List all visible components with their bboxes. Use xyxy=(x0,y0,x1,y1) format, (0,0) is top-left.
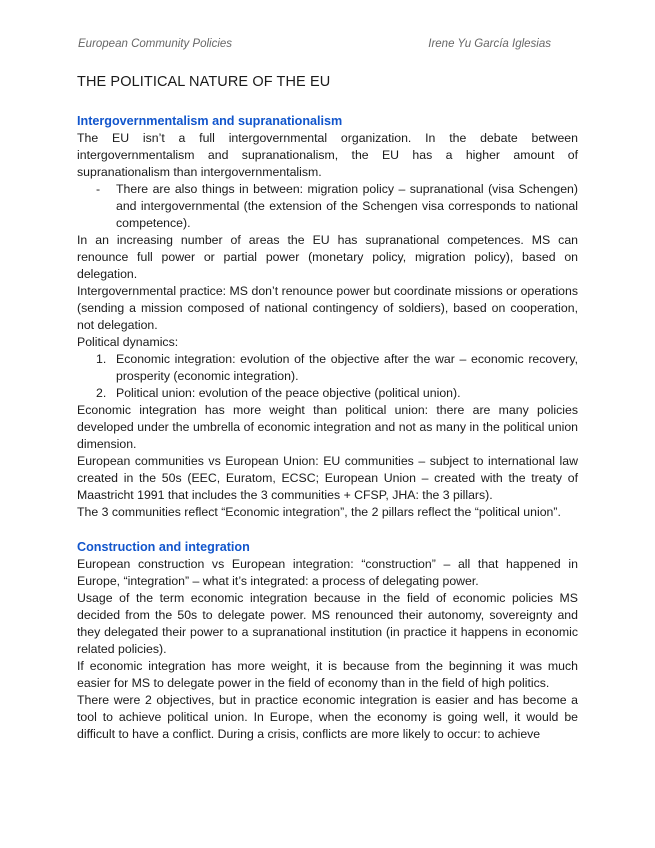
list-item xyxy=(77,385,578,402)
header-course-title: European Community Policies xyxy=(78,38,233,50)
paragraph: European construction vs European integration: “construction” – all that happened in Europe, “integration” – what it’s integrated: a process of delegating power. xyxy=(77,557,578,588)
list-item-text: There are also things in between: migration policy – supranational (visa Schengen) and intergovernmental (the extension of the Schengen visa corresponds to national competence). xyxy=(116,182,578,230)
paragraph: Political dynamics: xyxy=(77,335,179,349)
paragraph: If economic integration has more weight, it is because from the beginning it was much easier for MS to delegate power in the field of economy than in the field of high politics. xyxy=(77,659,578,690)
section-heading-intergovernmentalism: Intergovernmentalism and supranationalism xyxy=(77,114,343,128)
list-item-text: Political union: evolution of the peace objective (political union). xyxy=(116,386,461,400)
section-heading-construction: Construction and integration xyxy=(77,540,250,554)
list-number: 2. xyxy=(96,386,107,400)
paragraph: Economic integration has more weight than political union: there are many policies developed under the umbrella of economic integration and not as many in the political union dimension. xyxy=(77,403,578,451)
paragraph: In an increasing number of areas the EU has supranational competences. MS can renounce full power or partial power (monetary policy, migration policy), based on delegation. xyxy=(77,233,578,281)
numbered-list xyxy=(77,351,578,402)
paragraph: European communities vs European Union: EU communities – subject to international law created in the 50s (EEC, Euratom, ECSC; European Union – created with the treaty of Maastricht 1991 that includes the 3 communities + CFSP, JHA: the 3 pillars). xyxy=(77,454,578,502)
page-title: THE POLITICAL NATURE OF THE EU xyxy=(77,74,331,90)
paragraph: There were 2 objectives, but in practice economic integration is easier and has become a tool to achieve political union. In Europe, when the economy is going well, it would be difficult to have a conflict. During a crisis, conflicts are more likely to occur: to achieve xyxy=(77,693,578,741)
paragraph: The EU isn’t a full intergovernmental organization. In the debate between intergovernmentalism and supranationalism, the EU has a higher amount of supranationalism than intergovernmentalism. xyxy=(77,131,578,179)
bullet-list xyxy=(77,181,578,232)
list-item xyxy=(77,181,578,232)
list-item xyxy=(77,351,578,385)
list-number: 1. xyxy=(96,352,107,366)
list-item-text: Economic integration: evolution of the objective after the war – economic recovery, prosperity (economic integration). xyxy=(116,352,578,383)
section-spacer xyxy=(77,521,578,538)
paragraph: Usage of the term economic integration because in the field of economic policies MS decided from the 50s to delegate power. MS renounced their autonomy, sovereignty and they delegated their power to a supranational institution (in practice it happens in economic related policies). xyxy=(77,591,578,656)
document-body xyxy=(77,74,578,743)
header-author: Irene Yu García Iglesias xyxy=(428,38,551,50)
page-header xyxy=(78,38,551,50)
paragraph: The 3 communities reflect “Economic integration”, the 2 pillars reflect the “political union”. xyxy=(77,505,561,519)
paragraph: Intergovernmental practice: MS don’t renounce power but coordinate missions or operations (sending a mission composed of national contingency of soldiers), based on cooperation, not delegation. xyxy=(77,284,578,332)
bullet-marker: - xyxy=(96,182,101,196)
